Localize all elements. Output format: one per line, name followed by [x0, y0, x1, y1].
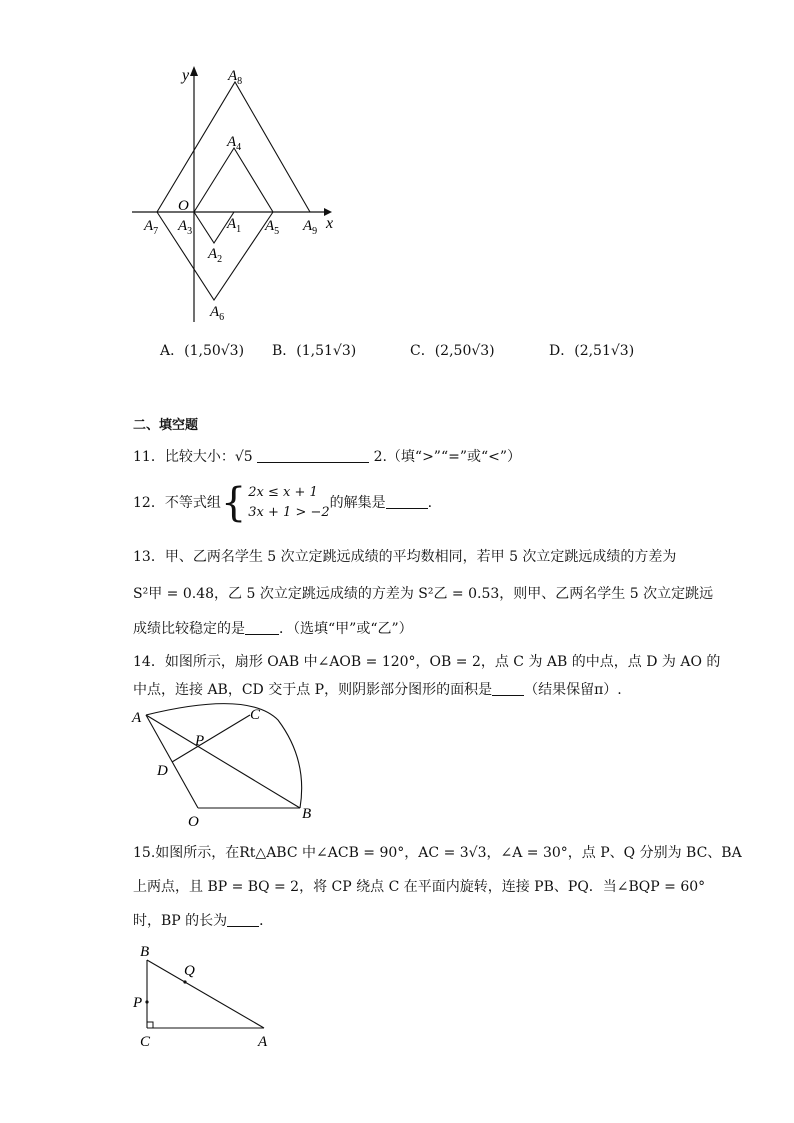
label-a3: $A_3$ — [178, 218, 193, 237]
question-15-line2: 上两点，且 BP = BQ = 2，将 CP 绕点 C 在平面内旋转，连接 PB、PQ．当∠BQP = 60° — [133, 879, 706, 895]
label-b: B — [302, 806, 312, 822]
answer-blank-14[interactable] — [492, 681, 524, 696]
label-d: D — [157, 763, 168, 779]
y-label: y — [182, 67, 190, 84]
label-a4: $A_4$ — [227, 134, 242, 153]
label-a2: $A_2$ — [208, 246, 223, 265]
label-a6: $A_6$ — [210, 304, 225, 323]
question-12: 12．不等式组{ 2x ≤ x + 1 3x + 1 > −2的解集是 . — [133, 480, 433, 526]
answer-blank-15[interactable] — [227, 912, 259, 927]
label-o: O — [188, 814, 199, 830]
option-c[interactable]: C．(2,50√3) — [410, 343, 495, 359]
mid-rhombus — [194, 148, 273, 212]
label-c: C — [140, 1034, 151, 1050]
origin-label: O — [178, 198, 189, 214]
option-b[interactable]: B．(1,51√3) — [272, 343, 357, 359]
label-p: P — [133, 995, 143, 1011]
segment-cd — [172, 715, 250, 762]
segment-ab — [146, 715, 300, 808]
question-15-line1: 15.如图所示，在Rt△ABC 中∠ACB = 90°，AC = 3√3，∠A = 30°，点 P、Q 分别为 BC、BA — [133, 845, 742, 861]
right-angle-mark — [147, 1022, 153, 1028]
question-13-line2: S²甲 = 0.48，乙 5 次立定跳远成绩的方差为 S²乙 = 0.53，则甲、乙两名学生 5 次立定跳远 — [133, 586, 714, 602]
coordinate-figure — [130, 60, 350, 330]
brace-icon: { — [220, 480, 247, 526]
point-q-dot — [183, 980, 186, 983]
answer-blank-12[interactable] — [386, 494, 428, 509]
label-a7: $A_7$ — [144, 218, 159, 237]
label-b: B — [140, 944, 150, 960]
triangle-figure — [132, 940, 282, 1050]
sector-figure — [128, 700, 328, 830]
answer-blank-11[interactable] — [257, 448, 369, 463]
option-a[interactable]: A．(1,50√3) — [160, 343, 245, 359]
label-c: C — [250, 707, 261, 723]
question-13-line1: 13．甲、乙两名学生 5 次立定跳远成绩的平均数相同，若甲 5 次立定跳远成绩的方差为 — [133, 549, 677, 565]
section-title: 二、填空题 — [133, 418, 199, 433]
x-label: x — [326, 215, 334, 232]
inequality-system: 2x ≤ x + 1 3x + 1 > −2 — [248, 485, 330, 520]
label-a: A — [258, 1034, 268, 1050]
label-p: P — [195, 733, 205, 749]
answer-blank-13[interactable] — [245, 620, 279, 635]
question-15-line3: 时，BP 的长为 ． — [133, 913, 274, 929]
label-a5: $A_5$ — [265, 218, 280, 237]
question-13-line3: 成绩比较稳定的是 ．（选填“甲”或“乙”） — [133, 621, 413, 637]
label-q: Q — [184, 963, 195, 979]
label-a9: $A_9$ — [303, 218, 318, 237]
option-d[interactable]: D．(2,51√3) — [549, 343, 635, 359]
question-14-line2: 中点，连接 AB，CD 交于点 P，则阴影部分图形的面积是 （结果保留π）. — [133, 682, 622, 698]
side-ba — [147, 960, 264, 1028]
question-14-line1: 14．如图所示，扇形 OAB 中∠AOB = 120°，OB = 2，点 C 为 AB 的中点，点 D 为 AO 的 — [133, 654, 721, 670]
y-arrow-icon — [190, 66, 198, 76]
label-a1: $A_1$ — [227, 216, 242, 235]
question-11: 11．比较大小：√5 2.（填“>”“=”或“<”） — [133, 449, 522, 465]
point-p-dot — [145, 1000, 148, 1003]
label-a8: $A_8$ — [228, 68, 243, 87]
label-a: A — [132, 710, 142, 726]
